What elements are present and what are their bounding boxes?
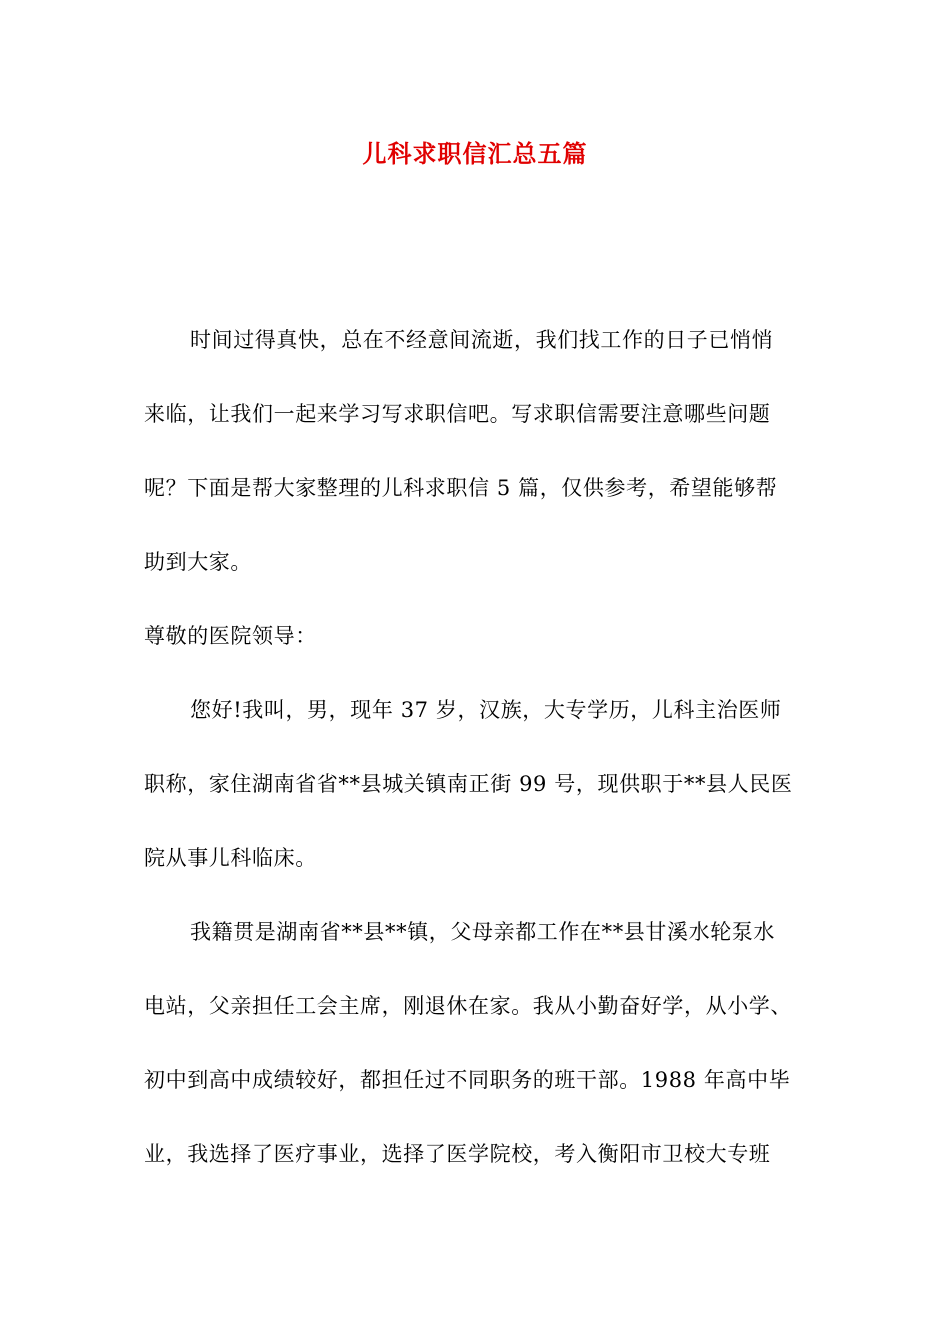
paragraph-line: 电站，父亲担任工会主席，刚退休在家。我从小勤奋好学，从小学、 xyxy=(144,994,792,1018)
paragraph-line: 来临，让我们一起来学习写求职信吧。写求职信需要注意哪些问题 xyxy=(144,402,771,426)
document-body xyxy=(144,320,814,1208)
paragraph-line: 我籍贯是湖南省**县**镇，父母亲都工作在**县甘溪水轮泵水 xyxy=(190,920,775,944)
document-title: 儿科求职信汇总五篇 xyxy=(362,139,588,168)
paragraph-line: 助到大家。 xyxy=(144,550,252,574)
paragraph-line: 初中到高中成绩较好，都担任过不同职务的班干部。1988 年高中毕 xyxy=(144,1068,791,1092)
paragraph-line: 您好!我叫，男，现年 37 岁，汉族，大专学历，儿科主治医师 xyxy=(190,698,782,722)
paragraph-line: 职称，家住湖南省省**县城关镇南正街 99 号，现供职于**县人民医 xyxy=(144,772,793,796)
salutation-line: 尊敬的医院领导： xyxy=(144,624,317,648)
paragraph-line: 业，我选择了医疗事业，选择了医学院校，考入衡阳市卫校大专班 xyxy=(144,1142,771,1166)
paragraph-line: 时间过得真快，总在不经意间流逝，我们找工作的日子已悄悄 xyxy=(190,328,774,352)
paragraph-line: 院从事儿科临床。 xyxy=(144,846,317,870)
paragraph-line: 呢？下面是帮大家整理的儿科求职信 5 篇，仅供参考，希望能够帮 xyxy=(144,476,778,500)
